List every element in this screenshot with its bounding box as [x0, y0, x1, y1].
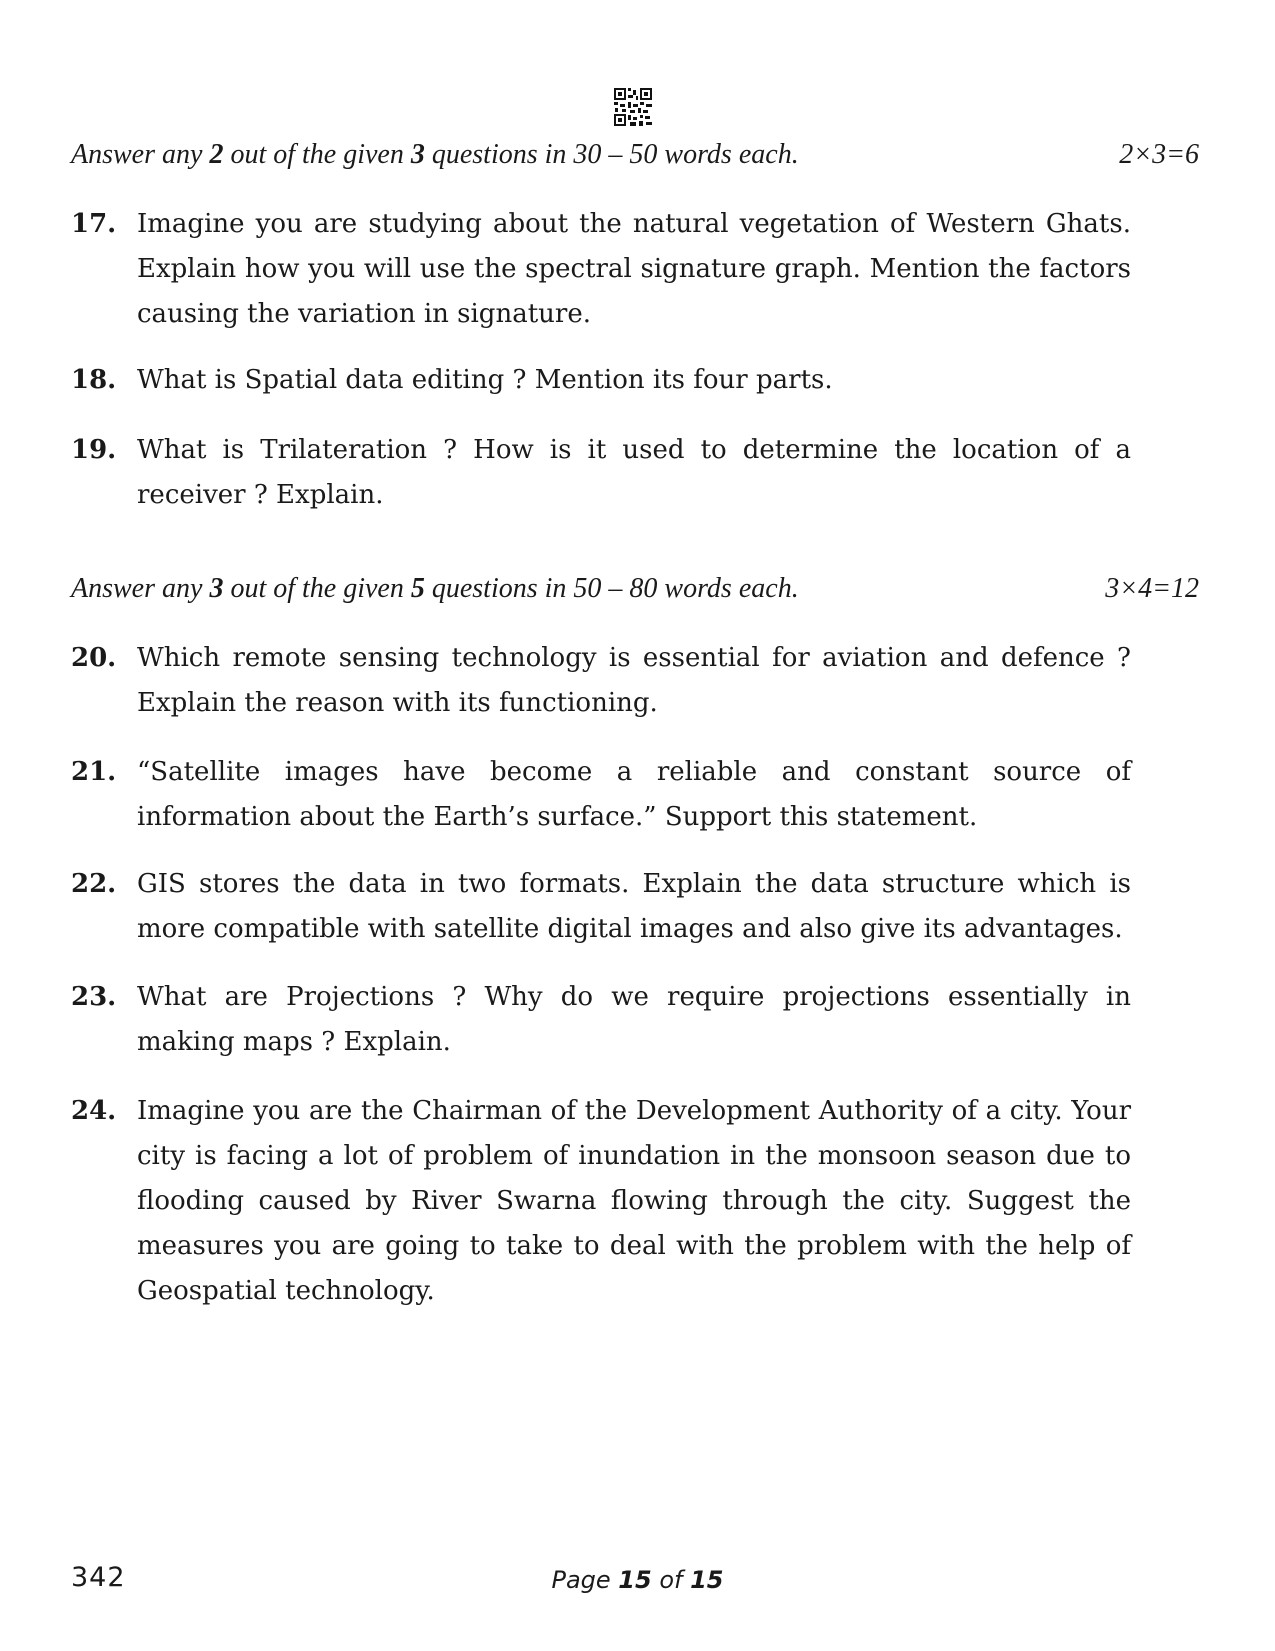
question-number: 20. — [71, 643, 117, 673]
question-number: 18. — [71, 365, 117, 395]
qr-code-icon — [613, 87, 653, 127]
section-marks: 2×3=6 — [1119, 139, 1199, 170]
question-text: What are Projections ? Why do we require projections essentially in making maps ? Explain. — [137, 982, 1131, 1057]
question-item — [71, 636, 1131, 726]
question-item — [71, 358, 1131, 403]
question-item — [71, 975, 1131, 1065]
question-item — [71, 750, 1131, 840]
question-number: 24. — [71, 1096, 117, 1126]
question-number: 19. — [71, 435, 117, 465]
question-text: Imagine you are the Chairman of the Development Authority of a city. Your city is facing a lot of problem of inundation in the monsoon season due to flooding caused by River Swarna flowing through the city. Suggest the measures you are going to take to deal with the problem with the help of Geospatial technology. — [137, 1096, 1131, 1306]
question-item — [71, 862, 1131, 952]
question-number: 23. — [71, 982, 117, 1012]
question-text: What is Spatial data editing ? Mention its four parts. — [137, 365, 833, 395]
question-text: “Satellite images have become a reliable and constant source of information about the Earth’s surface.” Support this statement. — [137, 757, 1131, 832]
question-item — [71, 1089, 1131, 1314]
question-text: Which remote sensing technology is essential for aviation and defence ? Explain the reason with its functioning. — [137, 643, 1131, 718]
question-text: GIS stores the data in two formats. Explain the data structure which is more compatible with satellite digital images and also give its advantages. — [137, 869, 1131, 944]
page-number: Page 15 of 15 — [551, 1566, 724, 1594]
question-item — [71, 202, 1131, 337]
question-text: What is Trilateration ? How is it used to determine the location of a receiver ? Explain. — [137, 435, 1131, 510]
paper-code: 342 — [71, 1562, 126, 1593]
question-number: 22. — [71, 869, 117, 899]
question-text: Imagine you are studying about the natural vegetation of Western Ghats. Explain how you will use the spectral signature graph. Mention the factors causing the variation in signature. — [137, 209, 1131, 329]
section-instruction: Answer any 2 out of the given 3 questions in 30 – 50 words each. 2×3=6 — [71, 139, 1199, 170]
question-item — [71, 428, 1131, 518]
question-number: 17. — [71, 209, 117, 239]
section-instruction: Answer any 3 out of the given 5 questions in 50 – 80 words each. 3×4=12 — [71, 573, 1199, 604]
section-marks: 3×4=12 — [1105, 573, 1199, 604]
question-number: 21. — [71, 757, 117, 787]
